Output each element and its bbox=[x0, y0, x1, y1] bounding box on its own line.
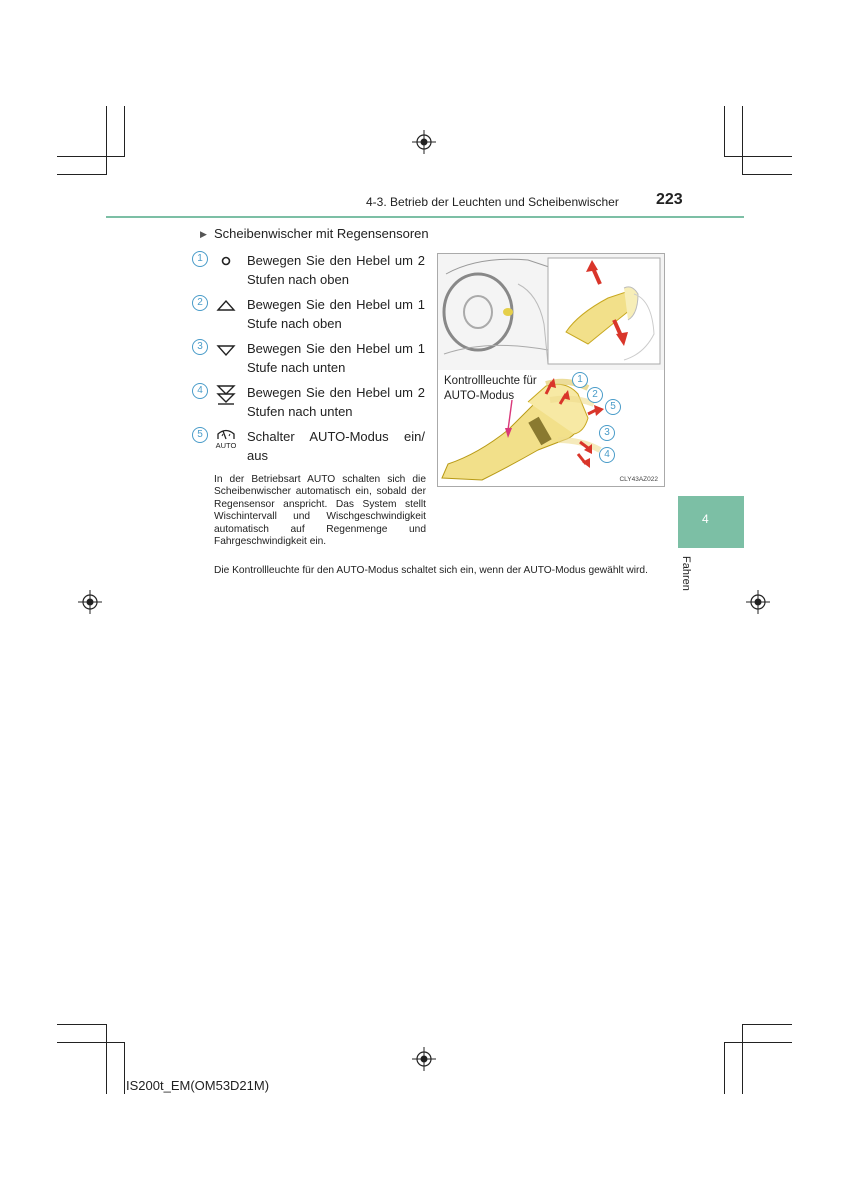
chapter-number: 4 bbox=[702, 512, 709, 526]
running-header-title: 4-3. Betrieb der Leuchten und Scheibenwischer bbox=[366, 195, 619, 209]
crop-mark-bottom-right-v bbox=[742, 1024, 743, 1094]
wiper-lever-figure bbox=[437, 253, 665, 487]
footer-code: IS200t_EM(OM53D21M) bbox=[126, 1078, 270, 1093]
auto-mode-paragraph: In der Betriebsart AUTO schalten sich die Scheibenwischer automatisch ein, sobald der Regensensor anspricht. Das System stellt Wischintervall und Wischgeschwindigkeit automatisch auf Regenmenge und Fahrgeschwindigkeit ein. bbox=[214, 474, 426, 548]
figure-label: 1 bbox=[572, 372, 588, 388]
triangle-right-icon: ▶ bbox=[200, 229, 207, 239]
crop-mark-top-left-v2 bbox=[124, 106, 125, 157]
item-number: 5 bbox=[192, 427, 208, 443]
list-item bbox=[192, 427, 428, 467]
registration-mark-top-icon bbox=[412, 130, 436, 154]
crop-mark-top-left-h bbox=[57, 156, 125, 157]
crop-mark-top-right-h2 bbox=[742, 174, 792, 175]
item-number: 2 bbox=[192, 295, 208, 311]
crop-mark-top-left-v bbox=[106, 106, 107, 174]
crop-mark-bottom-left-h bbox=[57, 1042, 125, 1043]
item-text: Schalter AUTO-Modus ein/ aus bbox=[247, 429, 425, 463]
crop-mark-top-left-h2 bbox=[57, 174, 107, 175]
auto-icon-label: AUTO bbox=[215, 441, 237, 450]
list-item bbox=[192, 383, 428, 423]
triangle-up-icon bbox=[214, 295, 238, 315]
auto-wiper-icon bbox=[214, 427, 238, 453]
figure-code: CLY43AZ022 bbox=[619, 476, 658, 483]
circle-icon bbox=[214, 251, 238, 271]
registration-mark-bottom-icon bbox=[412, 1047, 436, 1071]
crop-mark-bottom-left-h2 bbox=[57, 1024, 107, 1025]
figure-label: 4 bbox=[599, 447, 615, 463]
double-triangle-down-icon bbox=[214, 383, 238, 403]
item-text: Bewegen Sie den Hebel um 1 Stufe nach unten bbox=[247, 341, 425, 375]
crop-mark-bottom-right-v2 bbox=[724, 1042, 725, 1094]
figure-label: 2 bbox=[587, 387, 603, 403]
item-number: 3 bbox=[192, 339, 208, 355]
header-rule bbox=[106, 216, 744, 218]
figure-label: 3 bbox=[599, 425, 615, 441]
registration-mark-left-icon bbox=[78, 590, 102, 614]
section-heading: Scheibenwischer mit Regensensoren bbox=[214, 226, 429, 241]
figure-label: 5 bbox=[605, 399, 621, 415]
crop-mark-top-right-v2 bbox=[724, 106, 725, 157]
crop-mark-top-right-v bbox=[742, 106, 743, 174]
crop-mark-bottom-right-h2 bbox=[742, 1024, 792, 1025]
crop-mark-top-right-h bbox=[724, 156, 792, 157]
crop-mark-bottom-right-h bbox=[724, 1042, 792, 1043]
chapter-label: Fahren bbox=[680, 556, 692, 591]
item-text: Bewegen Sie den Hebel um 2 Stufen nach oben bbox=[247, 253, 425, 287]
page-number: 223 bbox=[656, 191, 683, 208]
figure-callout: Kontrollleuchte für AUTO-Modus bbox=[444, 375, 537, 402]
item-number: 1 bbox=[192, 251, 208, 267]
registration-mark-right-icon bbox=[746, 590, 770, 614]
item-number: 4 bbox=[192, 383, 208, 399]
indicator-paragraph: Die Kontrollleuchte für den AUTO-Modus schaltet sich ein, wenn der AUTO-Modus gewählt wird. bbox=[214, 565, 648, 576]
chapter-tab bbox=[678, 496, 744, 548]
wiper-lever-illustration bbox=[438, 254, 664, 486]
list-item bbox=[192, 251, 428, 291]
item-text: Bewegen Sie den Hebel um 1 Stufe nach oben bbox=[247, 297, 425, 331]
crop-mark-bottom-left-v bbox=[106, 1024, 107, 1094]
list-item bbox=[192, 295, 428, 335]
crop-mark-bottom-left-v2 bbox=[124, 1042, 125, 1094]
triangle-down-icon bbox=[214, 339, 238, 359]
item-text: Bewegen Sie den Hebel um 2 Stufen nach unten bbox=[247, 385, 425, 419]
list-item bbox=[192, 339, 428, 379]
